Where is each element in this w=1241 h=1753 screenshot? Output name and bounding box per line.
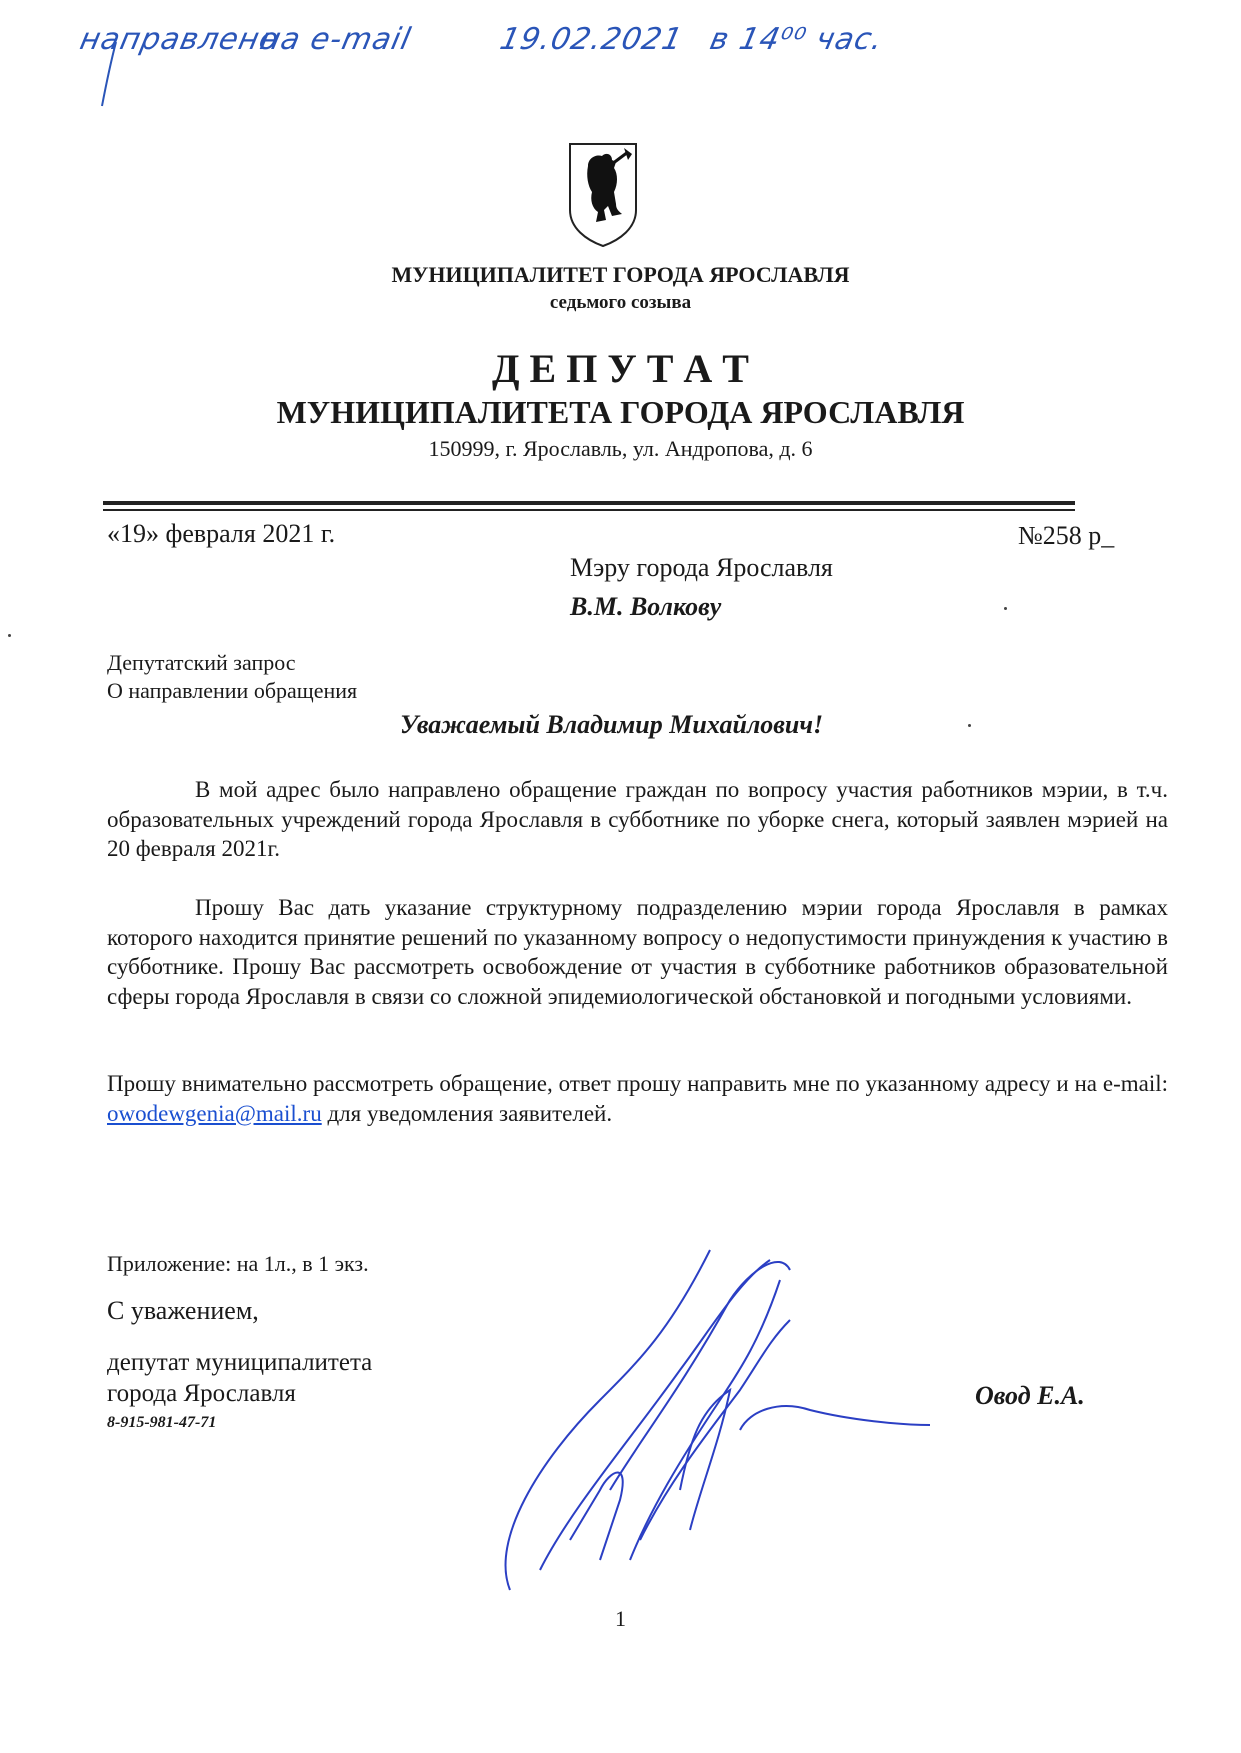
body-paragraph-2: Прошу Вас дать указание структурному подразделению мэрии города Ярославля в рамках которого находится принятие решений по указанному вопросу о недопустимости принуждения к участию в субботнике. Прошу Вас рассмотреть освобождение от участия в субботнике работников образовательной сферы города Ярославля в связи со сложной эпидемиологической обстановкой и погодными условиями. [107,895,1168,1009]
body-paragraph-3-text: Прошу внимательно рассмотреть обращение, ответ прошу направить мне по указанному адресу и на e-mail: [107,1071,1168,1096]
addressee-line1: Мэру города Ярославля [570,553,833,582]
org-address: 150999, г. Ярославль, ул. Андропова, д. 6 [428,436,813,461]
org-line1: МУНИЦИПАЛИТЕТ ГОРОДА ЯРОСЛАВЛЯ [391,262,850,287]
email-link[interactable]: owodewgenia@mail.ru [107,1100,322,1126]
scan-speck [8,634,11,637]
signer-name: Овод Е.А. [975,1381,1085,1410]
handwritten-note-part2: на e-mail [256,22,415,57]
body-paragraph-1: В мой адрес было направлено обращение граждан по вопросу участия работников мэрии, в т.ч. образовательных учреждений города Ярославля в субботнике по уборке снега, который заявлен мэрией на 20 февраля 2021г. [107,777,1168,861]
header-rule-thin [103,509,1075,511]
city-emblem [566,140,640,248]
handwritten-note [76,22,1085,62]
attachment-note: Приложение: на 1л., в 1 экз. [107,1251,369,1276]
letter-date: «19» февраля 2021 г. [107,519,336,548]
bear-emblem-icon [566,140,640,248]
handwritten-signature [480,1240,940,1620]
signer-phone: 8-915-981-47-71 [107,1414,217,1431]
addressee-name: В.М. Волкову [570,592,722,621]
signer-title-line2: города Ярославля [107,1380,296,1407]
scan-speck [1004,607,1007,610]
handwritten-note-time: в 14⁰⁰ час. [706,22,887,57]
salutation: Уважаемый Владимир Михайлович! [400,710,824,739]
letter-number: №258 р_ [1018,521,1115,550]
org-line2: седьмого созыва [549,292,692,313]
body-paragraph-3-tail: для уведомления заявителей. [321,1100,613,1126]
page-number: 1 [615,1606,626,1631]
header-rule-thick [103,501,1075,505]
deputy-title-line2: МУНИЦИПАЛИТЕТА ГОРОДА ЯРОСЛАВЛЯ [276,394,965,430]
handwritten-note-date: 19.02.2021 [496,22,687,57]
body-paragraph-3 [107,1069,1168,1128]
signer-title-line1: депутат муниципалитета [107,1349,373,1376]
subject-line2: О направлении обращения [107,678,358,703]
handwritten-stroke [96,40,136,110]
deputy-title: Д Е П У Т А Т [492,346,749,391]
subject-line1: Депутатский запрос [107,650,296,675]
closing-regards: С уважением, [107,1296,259,1325]
handwritten-note-part1: направлено [76,22,283,57]
scan-speck [968,724,971,727]
